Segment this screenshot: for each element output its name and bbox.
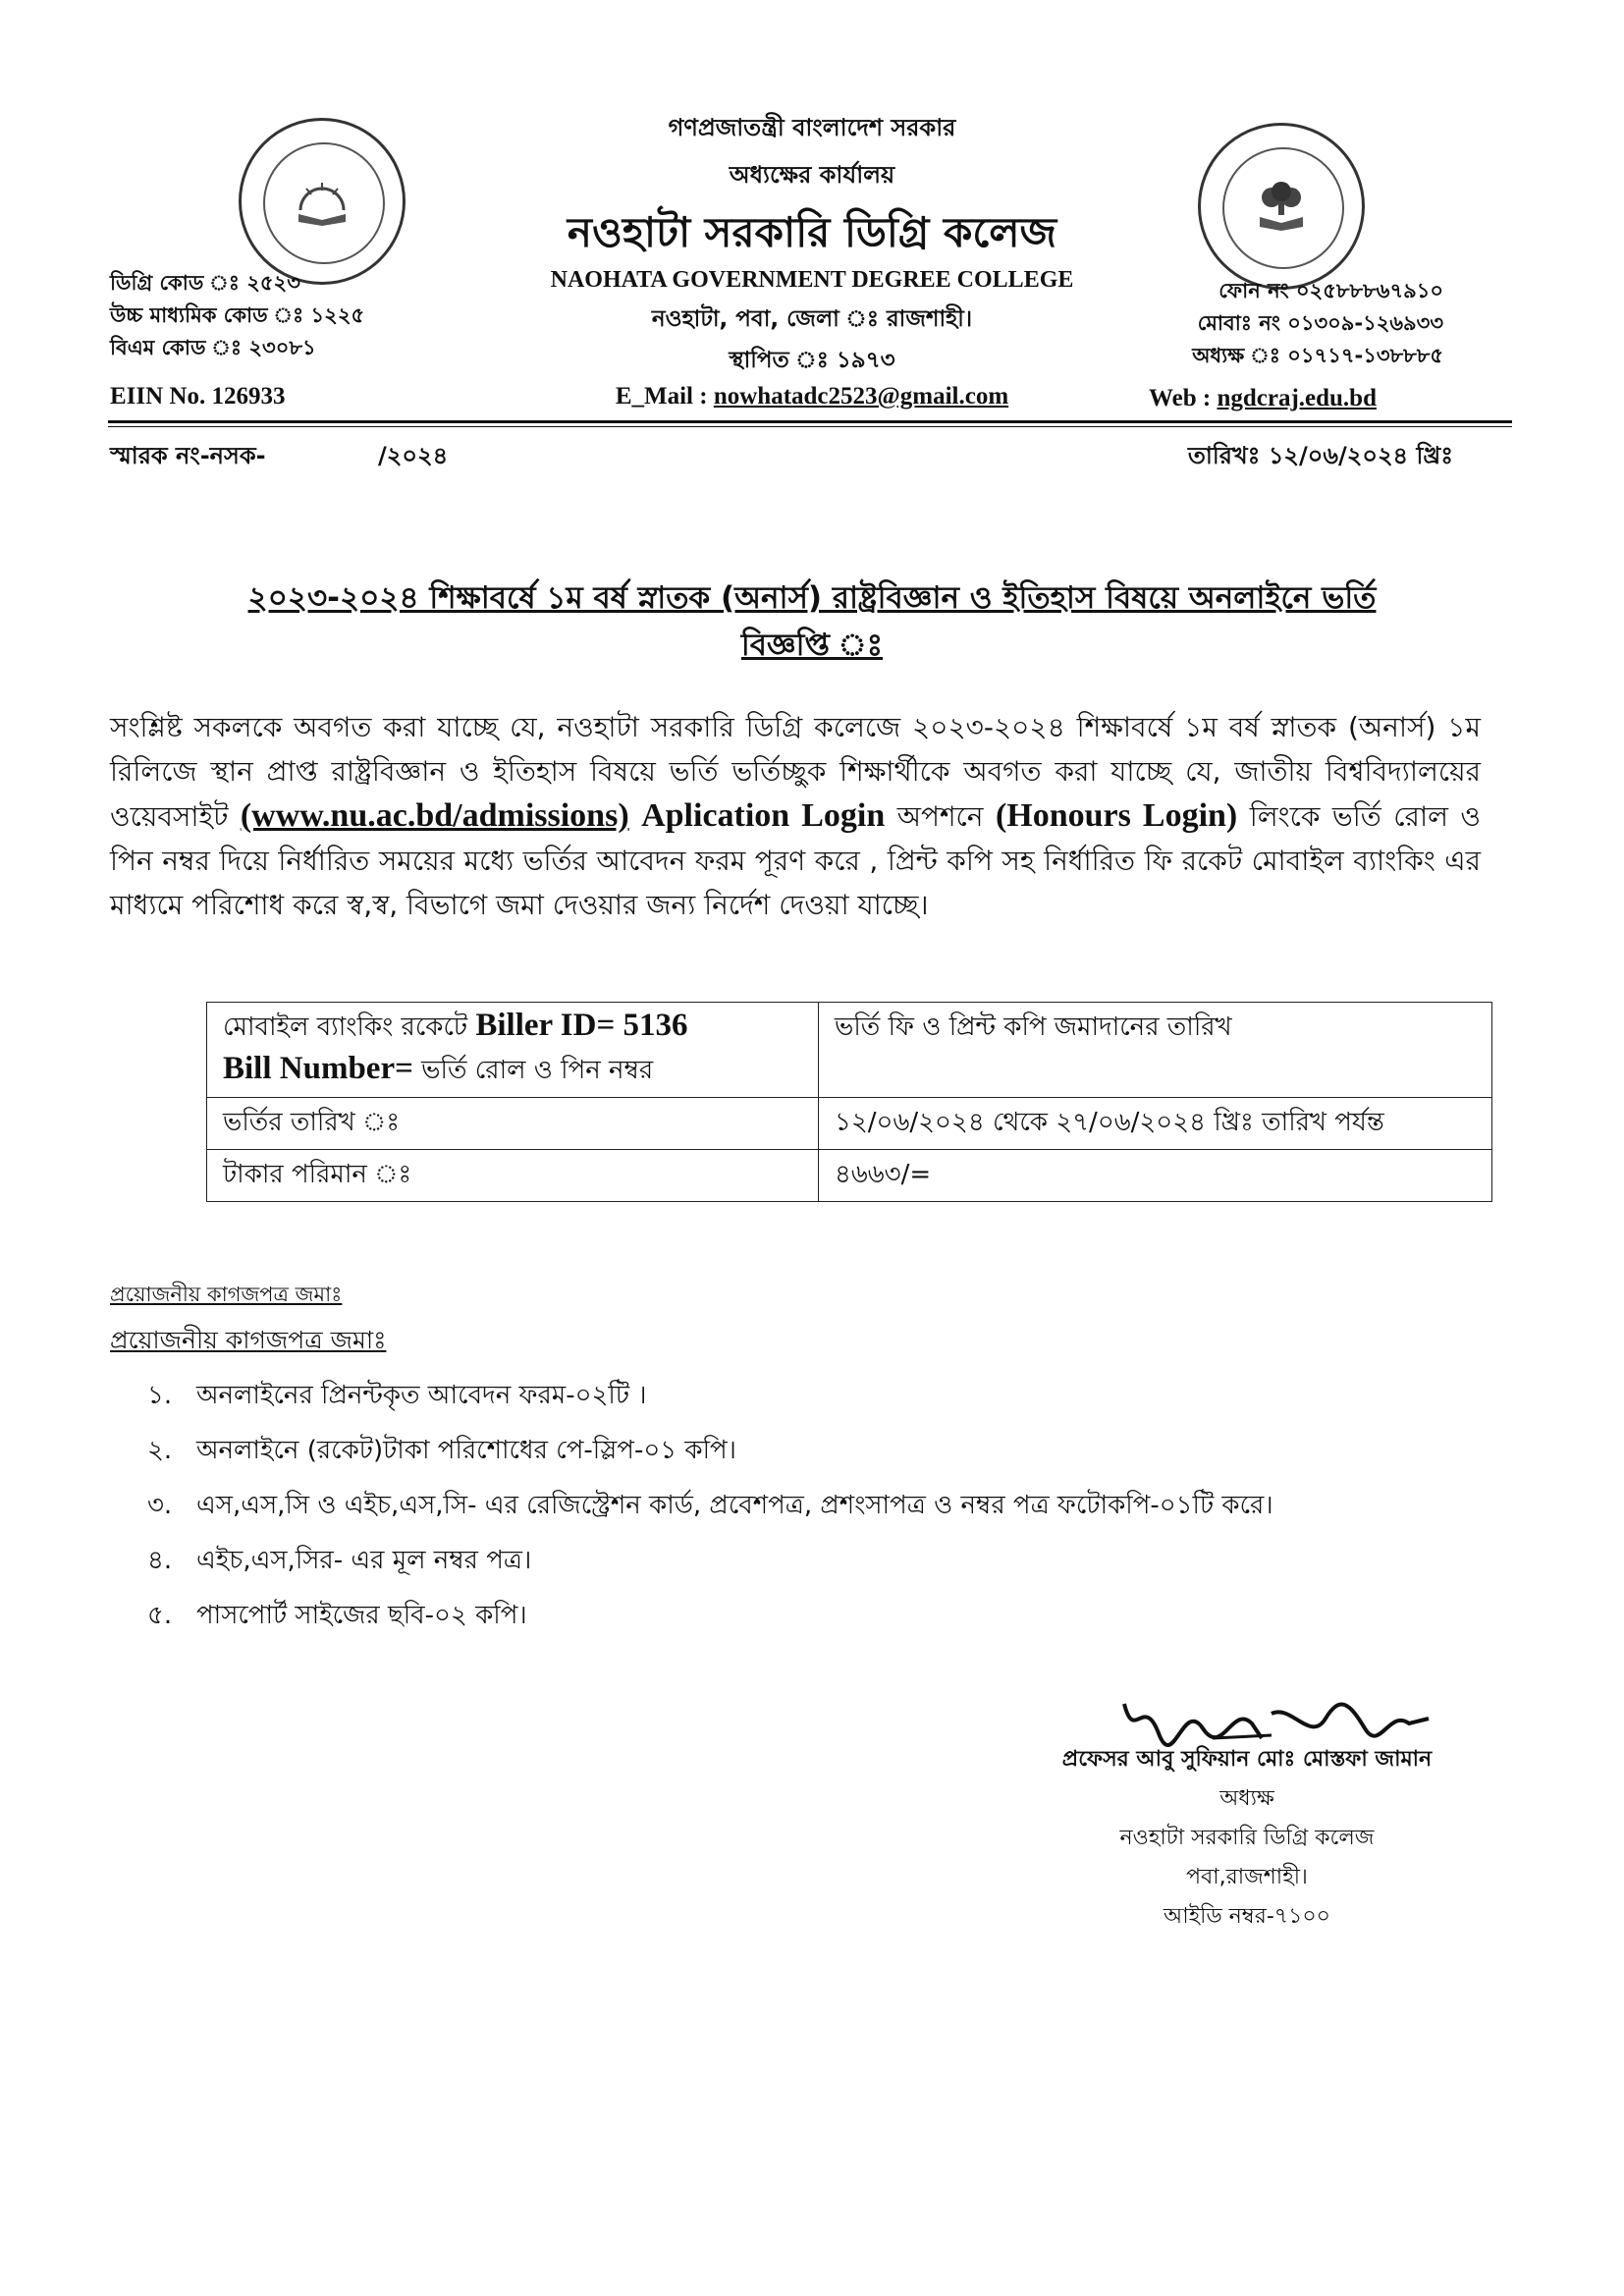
body-instructions: লিংকে ভর্তি রোল ও পিন নম্বর দিয়ে নির্ধারিত সময়ের মধ্যে ভর্তির আবেদন ফরম পূরণ করে , প্রিন্ট কপি সহ নির্ধারিত ফি রকেট মোবাইল ব্যাংকিং এর মাধ্যমে পরিশোধ করে স্ব,স্ব, বিভাগে জমা দেওয়ার জন্য নির্দেশ দেওয়া যাচ্ছে। — [110, 800, 1481, 921]
table-row — [207, 1098, 1492, 1150]
payment-table — [206, 1002, 1492, 1202]
documents-title: প্রয়োজনীয় কাগজপত্র জমাঃ — [110, 1326, 387, 1354]
item-number: ১. — [147, 1381, 173, 1410]
header-rule-thick — [108, 420, 1512, 423]
web-label: Web : — [1149, 385, 1212, 411]
table-cell-admission-date-label — [207, 1098, 819, 1150]
mobile-number: মোবাঃ নং ০১৩০৯-১২৬৯৩৩ — [1197, 311, 1443, 335]
item-text: অনলাইনের প্রিনন্টকৃত আবেদন ফরম-০২টি । — [196, 1381, 647, 1410]
college-codes — [110, 267, 364, 364]
item-number: ২. — [147, 1436, 173, 1465]
biller-id: Biller ID= 5136 — [475, 1008, 688, 1043]
admission-url[interactable]: (www.nu.ac.bd/admissions) — [240, 797, 629, 834]
signatory-college: নওহাটা সরকারি ডিগ্রি কলেজ — [1119, 1826, 1375, 1850]
item-number: ৩. — [147, 1491, 173, 1520]
table-cell-amount-label — [207, 1150, 819, 1202]
item-number: ৪. — [147, 1546, 173, 1575]
email-address[interactable]: nowhatadc2523@gmail.com — [713, 383, 1009, 410]
option-text: অপশনে — [896, 800, 984, 833]
contact-numbers — [1070, 275, 1443, 372]
website-line — [1149, 385, 1377, 412]
rocket-banking-label: মোবাইল ব্যাংকিং রকেটে — [223, 1012, 468, 1042]
bm-code: বিএম কোড ঃ ২৩০৮১ — [110, 336, 316, 359]
memo-ref: স্মারক নং-নসক- — [110, 442, 266, 469]
item-text: এইচ,এস,সির- এর মূল নম্বর পত্র। — [196, 1546, 532, 1575]
list-item — [147, 1478, 1522, 1533]
govt-line: গণপ্রজাতন্ত্রী বাংলাদেশ সরকার — [668, 114, 956, 141]
documents-title-small: প্রয়োজনীয় কাগজপত্র জমাঃ — [110, 1283, 343, 1306]
list-item — [147, 1423, 1522, 1478]
college-address: নওহাটা, পবা, জেলা ঃ রাজশাহী। — [651, 306, 973, 332]
body-intro: সংশ্লিষ্ট সকলকে অবগত করা যাচ্ছে যে, নওহাটা সরকারি ডিগ্রি কলেজে ২০২৩-২০২৪ শিক্ষাবর্ষে ১ম বর্ষ স্নাতক (অনার্স) ১ম রিলিজে স্থান প্রাপ্ত রাষ্ট্রবিজ্ঞান ও ইতিহাস বিষয়ে ভর্তি ভর্তিচ্ছুক শিক্ষার্থীকে অবগত করা যাচ্ছে যে, জাতীয় বিশ্ববিদ্যালয়ের ওয়েবসাইট — [110, 711, 1481, 833]
notice-heading-line1: ২০২৩-২০২৪ শিক্ষাবর্ষে ১ম বর্ষ স্নাতক (অনার্স) রাষ্ট্রবিজ্ঞান ও ইতিহাস বিষয়ে অনলাইনে ভর্তি — [247, 580, 1377, 616]
notice-body — [110, 705, 1481, 927]
list-item — [147, 1588, 1522, 1643]
table-row — [207, 1150, 1492, 1202]
website-link[interactable]: ngdcraj.edu.bd — [1217, 385, 1377, 411]
honours-login-text: (Honours Login) — [995, 797, 1238, 834]
signatory-id: আইডি নম্বর-৭১০০ — [1164, 1904, 1330, 1929]
notice-heading-line2: বিজ্ঞপ্তি ঃ — [740, 628, 884, 663]
college-name-bn: নওহাটা সরকারি ডিগ্রি কলেজ — [567, 208, 1057, 256]
list-item — [147, 1533, 1522, 1588]
table-cell-admission-date-value: ১২/০৬/২০২৪ থেকে ২৭/০৬/২০২৪ খ্রিঃ তারিখ পর্যন্ত — [819, 1098, 1492, 1150]
admission-date-label: ভর্তির তারিখ — [223, 1108, 355, 1137]
memo-date: তারিখঃ ১২/০৬/২০২৪ খ্রিঃ — [1187, 442, 1453, 469]
application-login-text: Aplication Login — [641, 797, 886, 834]
item-text: এস,এস,সি ও এইচ,এস,সি- এর রেজিস্ট্রেশন কার্ড, প্রবেশপত্র, প্রশংসাপত্র ও নম্বর পত্র ফটোকপি-০১টি করে। — [196, 1491, 1273, 1520]
phone-number: ফোন নং ০২৫৮৮৮৬৭৯১০ — [1218, 279, 1443, 302]
degree-code: ডিগ্রি কোড ঃ ২৫২৩ — [110, 271, 300, 295]
table-cell-submission-date-header: ভর্তি ফি ও প্রিন্ট কপি জমাদানের তারিখ — [819, 1003, 1492, 1098]
signatory-designation: অধ্যক্ষ — [1219, 1786, 1274, 1811]
table-row — [207, 1003, 1492, 1098]
college-name-en: NAOHATA GOVERNMENT DEGREE COLLEGE — [550, 267, 1074, 293]
hsc-code: উচ্চ মাধ্যমিক কোড ঃ ১২২৫ — [110, 303, 365, 327]
signatory-block — [1021, 1740, 1473, 1937]
email-label: E_Mail : — [615, 383, 708, 410]
memo-year: /২০২৪ — [378, 442, 449, 469]
table-cell-amount-value: ৪৬৬৩/= — [819, 1150, 1492, 1202]
amount-label: টাকার পরিমান — [223, 1160, 367, 1189]
office-line: অধ্যক্ষের কার্যালয় — [729, 161, 895, 189]
item-number: ৫. — [147, 1601, 173, 1630]
signatory-name: প্রফেসর আবু সুফিয়ান মোঃ মোস্তফা জামান — [1061, 1747, 1433, 1772]
header-rule-thin — [108, 426, 1512, 427]
eiin-number: EIIN No. 126933 — [110, 383, 286, 410]
principal-number: অধ্যক্ষ ঃ ০১৭১৭-১৩৮৮৮৫ — [1192, 344, 1443, 367]
table-cell-payment-method — [207, 1003, 819, 1098]
item-text: অনলাইনে (রকেট)টাকা পরিশোধের পে-স্লিপ-০১ কপি। — [196, 1436, 736, 1465]
signatory-location: পবা,রাজশাহী। — [1186, 1865, 1308, 1889]
notice-heading — [137, 574, 1487, 669]
list-item — [147, 1368, 1522, 1423]
documents-list — [147, 1368, 1522, 1643]
established-line: স্থাপিত ঃ ১৯৭৩ — [729, 348, 895, 373]
bill-number-label: Bill Number= — [223, 1051, 413, 1086]
bill-number-value: ভর্তি রোল ও পিন নম্বর — [421, 1056, 654, 1085]
item-text: পাসপোর্ট সাইজের ছবি-০২ কপি। — [196, 1601, 527, 1630]
